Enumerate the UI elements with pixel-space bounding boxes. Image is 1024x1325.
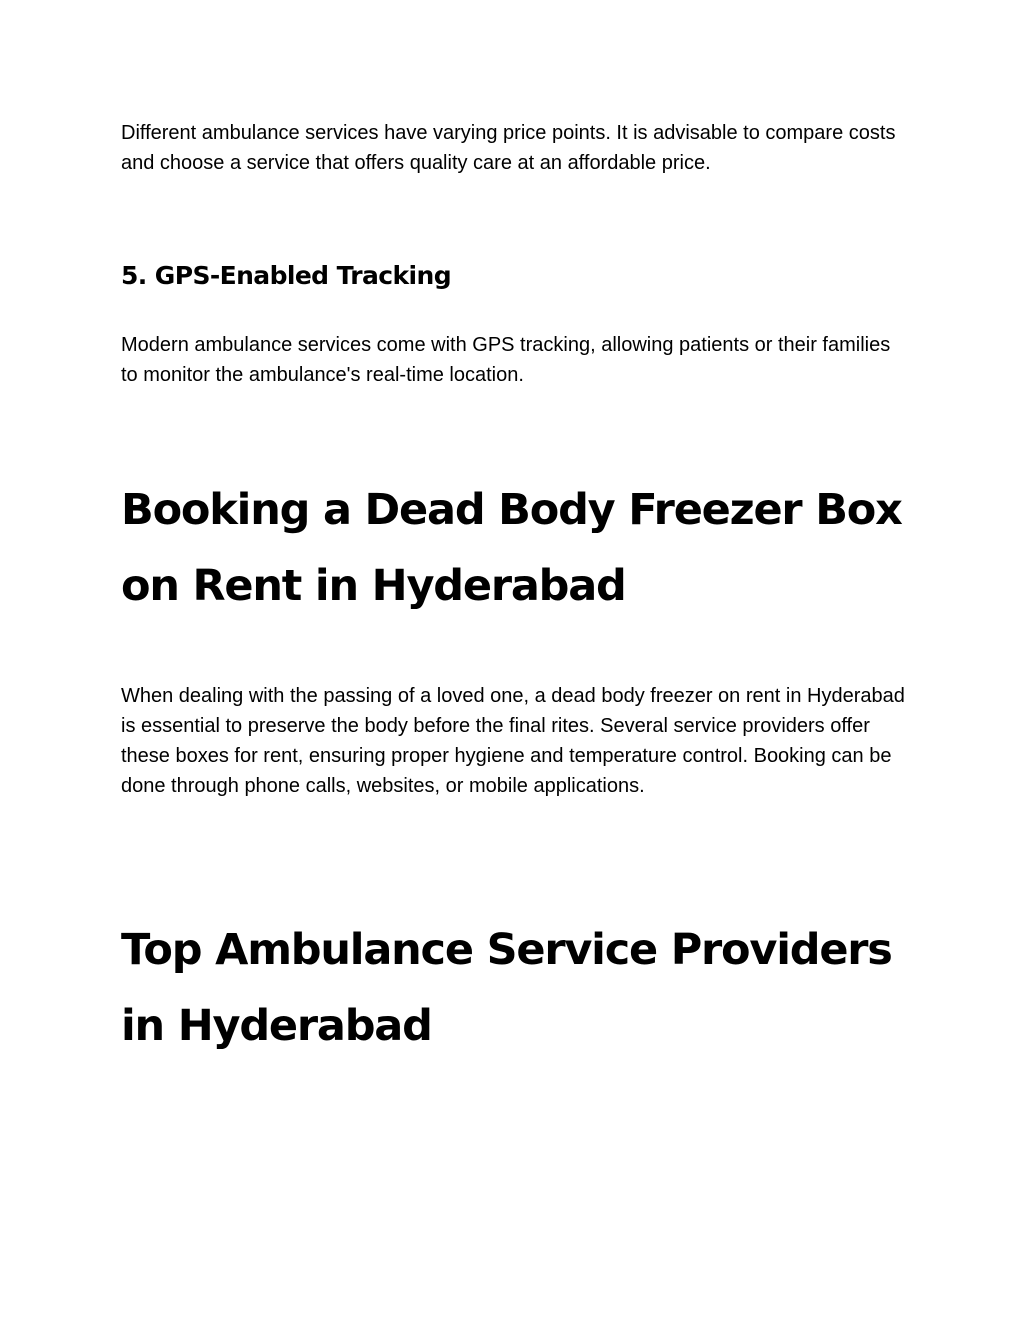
- gps-tracking-paragraph: Modern ambulance services come with GPS tracking, allowing patients or their families to monitor the ambulance's real-time location.: [121, 334, 891, 386]
- freezer-box-paragraph: When dealing with the passing of a loved one, a dead body freezer on rent in Hyderabad is essential to preserve the body before the final rites. Several service providers offer these boxes for rent, ensuring proper hygiene and temperature control. Booking can be done through phone calls, websites, or mobile applications.: [121, 685, 905, 797]
- pricing-paragraph: Different ambulance services have varying price points. It is advisable to compare costs and choose a service that offers quality care at an affordable price.: [121, 122, 896, 174]
- top-providers-heading: Top Ambulance Service Providers in Hyderabad: [121, 925, 892, 1051]
- freezer-box-heading: Booking a Dead Body Freezer Box on Rent in Hyderabad: [121, 485, 902, 611]
- gps-tracking-heading: 5. GPS-Enabled Tracking: [121, 261, 451, 290]
